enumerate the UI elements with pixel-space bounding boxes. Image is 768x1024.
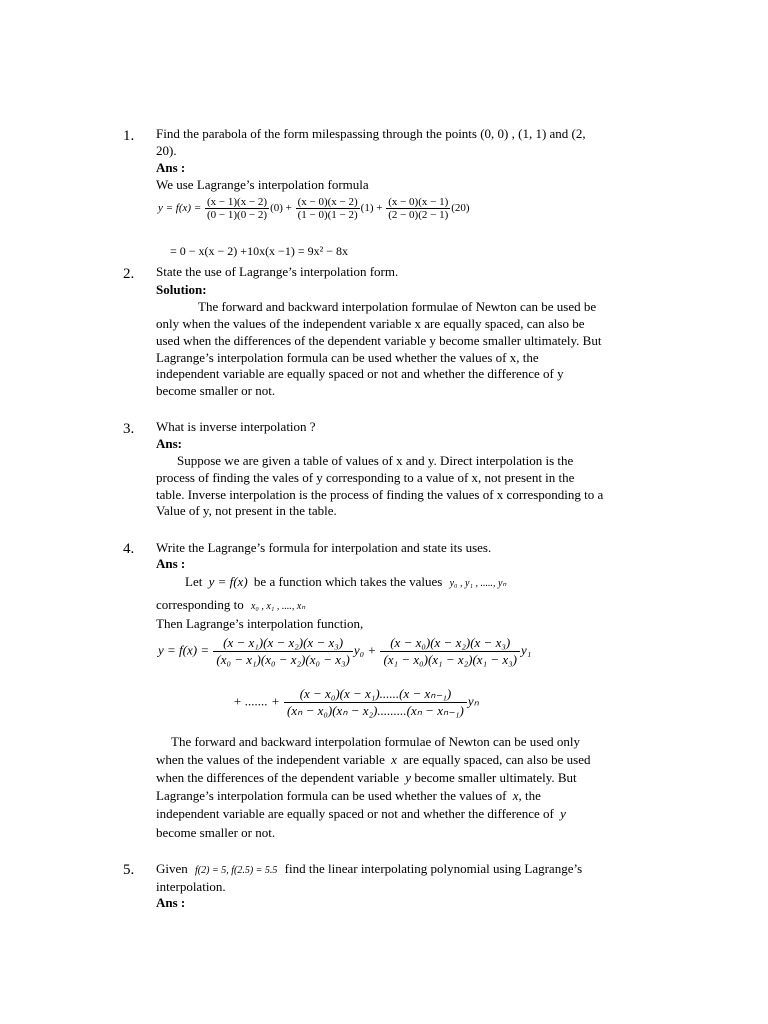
question-5-text-line1 xyxy=(156,861,582,879)
q1-frac2-denominator: (1 − 0)(1 − 2) xyxy=(297,209,358,221)
q1-term-1: (0) + xyxy=(270,202,292,215)
q5-rest-text: find the linear interpolating polynomial using Lagrange’s xyxy=(284,861,583,876)
q4-f2-denominator: (x₁ − x₀)(x₁ − x₂)(x₁ − x₃) xyxy=(380,651,520,668)
q1-fraction-1 xyxy=(205,196,269,221)
q4-f1-denominator: (x₀ − x₁)(x₀ − x₂)(x₀ − x₃) xyxy=(213,651,353,668)
q4-fraction-1 xyxy=(213,635,353,668)
question-4-para-line: become smaller or not. xyxy=(156,825,276,840)
q4-para-text: , the xyxy=(518,788,541,803)
question-3-para-line: Value of y, not present in the table. xyxy=(156,503,337,518)
q4-let-text: Let xyxy=(185,574,203,589)
q4-eq-lhs: y = f(x) = xyxy=(158,642,210,658)
q4-f1-numerator: (x − x₁)(x − x₂)(x − x₃) xyxy=(223,635,344,650)
q1-frac3-denominator: (2 − 0)(2 − 1) xyxy=(388,209,449,221)
question-4-para-line xyxy=(156,770,577,786)
q4-fn-y: yₙ xyxy=(467,693,479,709)
q1-fraction-2 xyxy=(296,196,360,221)
question-4-para-line: The forward and backward interpolation formulae of Newton can be used only xyxy=(171,734,580,749)
question-2-number: 2. xyxy=(123,266,135,282)
q4-let-values: y₀ , y₁ , ....., yₙ xyxy=(449,578,507,589)
q1-fraction-3 xyxy=(386,196,450,221)
question-4-lagrange-equation-cont xyxy=(233,686,479,719)
question-2-para-line: The forward and backward interpolation formulae of Newton can be used be xyxy=(198,299,597,314)
q4-f2-numerator: (x − x₀)(x − x₂)(x − x₃) xyxy=(390,635,511,650)
q4-para-x: x xyxy=(512,788,519,803)
question-1-number: 1. xyxy=(123,128,135,144)
question-2-para-line: used when the differences of the dependent variable y become smaller ultimately. But xyxy=(156,333,602,348)
q4-corr-values: x₀ , x₁ , ...., xₙ xyxy=(250,601,306,612)
question-2-para-line: only when the values of the independent variable x are equally spaced, can also be xyxy=(156,316,585,331)
question-3-para-line: Suppose we are given a table of values of x and y. Direct interpolation is the xyxy=(177,453,574,468)
question-1-text-line2: 20). xyxy=(156,143,177,158)
question-4-then-line: Then Lagrange’s interpolation function, xyxy=(156,616,364,631)
q4-para-x: x xyxy=(391,752,397,767)
q4-para-y: y xyxy=(405,770,412,785)
question-3-number: 3. xyxy=(123,421,135,437)
q4-let-math: y = f(x) xyxy=(208,574,248,589)
q5-given-math: f(2) = 5, f(2.5) = 5.5 xyxy=(195,865,278,876)
q1-frac3-numerator: (x − 0)(x − 1) xyxy=(388,196,449,208)
question-4-number: 4. xyxy=(123,541,135,557)
question-4-let-line xyxy=(185,574,506,592)
q1-frac1-numerator: (x − 1)(x − 2) xyxy=(207,196,268,208)
question-5-number: 5. xyxy=(123,862,135,878)
question-4-para-line xyxy=(156,788,541,804)
q4-para-y: y xyxy=(560,806,566,821)
q4-para-text: when the differences of the dependent variable xyxy=(156,770,400,785)
question-4-text: Write the Lagrange’s formula for interpolation and state its uses. xyxy=(156,540,492,555)
question-4-para-line xyxy=(156,752,590,768)
question-3-ans-label: Ans: xyxy=(156,436,183,451)
question-5-text-line2: interpolation. xyxy=(156,879,226,894)
q1-term-3: (20) xyxy=(451,202,470,215)
question-2-solution-label: Solution: xyxy=(156,282,207,297)
q4-plus-dots: + ....... + xyxy=(233,693,280,709)
question-4-lagrange-equation xyxy=(158,635,531,668)
q4-fraction-2 xyxy=(380,635,520,668)
q4-para-text: Lagrange’s interpolation formula can be used whether the values of xyxy=(156,788,507,803)
q4-para-text: are equally spaced, can also be used xyxy=(403,752,591,767)
question-2-para-line: Lagrange’s interpolation formula can be used whether the values of x, the xyxy=(156,350,539,365)
q4-corr-text: corresponding to xyxy=(156,597,244,612)
question-3-para-line: process of finding the vales of y corresponding to a value of x, not present in the xyxy=(156,470,575,485)
q1-eq-lhs: y = f(x) = xyxy=(158,202,202,215)
question-1-text-line1: Find the parabola of the form milespassing through the points (0, 0) , (1, 1) and (2, xyxy=(156,126,586,141)
q1-frac2-numerator: (x − 0)(x − 2) xyxy=(297,196,358,208)
q4-para-text: when the values of the independent variable xyxy=(156,752,385,767)
q4-let-text-2: be a function which takes the values xyxy=(253,574,443,589)
question-4-ans-label: Ans : xyxy=(156,556,186,571)
question-2-text: State the use of Lagrange’s interpolation form. xyxy=(156,264,399,279)
q1-frac1-denominator: (0 − 1)(0 − 2) xyxy=(207,209,268,221)
question-3-para-line: table. Inverse interpolation is the process of finding the values of x corresponding to a xyxy=(156,487,604,502)
q4-fn-numerator: (x − x₀)(x − x₁)......(x − xₙ₋₁) xyxy=(299,686,452,701)
q4-fn-denominator: (xₙ − x₀)(xₙ − x₂).........(xₙ − xₙ₋₁) xyxy=(284,702,467,719)
question-1-intro: We use Lagrange’s interpolation formula xyxy=(156,177,369,192)
question-3-text: What is inverse interpolation ? xyxy=(156,419,316,434)
q4-para-text: become smaller ultimately. But xyxy=(414,770,577,785)
question-5-ans-label: Ans : xyxy=(156,895,186,910)
q5-given-text: Given xyxy=(156,861,188,876)
question-1-equation xyxy=(158,196,470,221)
question-1-ans-label: Ans : xyxy=(156,160,186,175)
q4-f2-y: y₁ xyxy=(520,642,532,658)
q4-para-text: independent variable are equally spaced or not and whether the difference of xyxy=(156,806,554,821)
question-4-para-line xyxy=(156,806,566,822)
q4-fraction-n xyxy=(284,686,467,719)
question-2-para-line: independent variable are equally spaced or not and whether the difference of y xyxy=(156,366,564,381)
question-1-result: = 0 − x(x − 2) +10x(x −1) = 9x² − 8x xyxy=(170,244,348,258)
q4-f1-y: y₀ + xyxy=(353,642,377,658)
question-4-corresponding-line xyxy=(156,597,305,615)
q1-term-2: (1) + xyxy=(360,202,383,215)
question-2-para-line: become smaller or not. xyxy=(156,383,276,398)
